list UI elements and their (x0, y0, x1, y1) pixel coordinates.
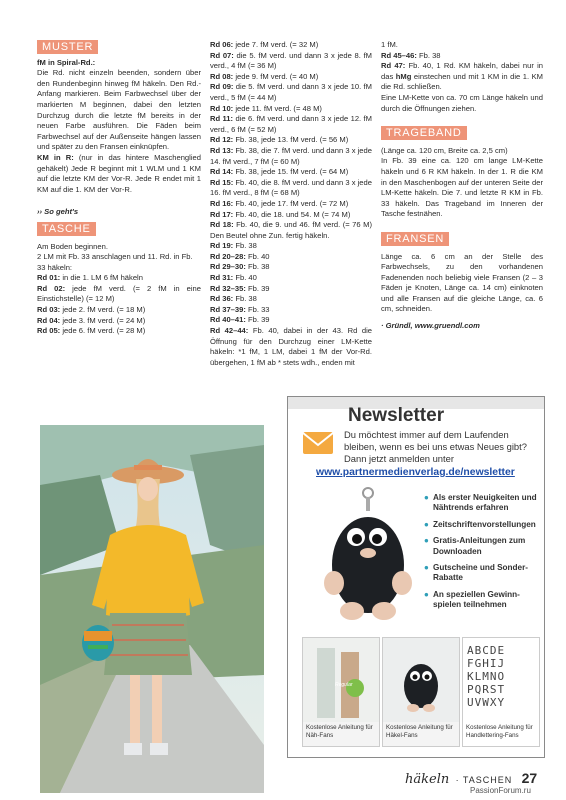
round-line: Rd 07: die 5. fM verd. und dann 3 x jede 8. fM verd., 4 fM (= 36 M) (210, 50, 373, 71)
round-line: Rd 09: die 5. fM verd. und dann 3 x jede 10. fM verd., 5 fM (= 44 M) (210, 82, 372, 102)
amigurumi-photo (312, 485, 416, 625)
muster-term: fM in Spiral-Rd.: (37, 57, 96, 67)
bullet-icon: ● (424, 493, 429, 502)
bullet-icon: ● (424, 589, 429, 599)
round-line: Rd 12: Fb. 38, jede 13. fM verd. (= 56 M) (210, 135, 349, 145)
round-line: Rd 06: jede 7. fM verd. (= 32 M) (210, 40, 319, 49)
thumb-caption: Kostenlose Anleitung für Häkel-Fans (386, 724, 453, 739)
trageband-text: In Fb. 39 eine ca. 120 cm lange LM-Kette häkeln und 6 R KM häkeln. In der 1. R die KM in den Maschenbogen auf der unteren Seite der LM-Kette häkeln. Die 7. und letzte R KM in Fb. 33 häkeln. Das Trageband im Inneren der Tasche festnähen. (381, 156, 543, 219)
round-line: Rd 11: die 6. fM verd. und dann 3 x jede 12. fM verd., 6 fM (= 52 M) (210, 114, 372, 134)
tasche-line: 2 LM mit Fb. 33 anschlagen und 11. Rd. in Fb. 33 häkeln: (37, 252, 193, 272)
round-line: Rd 42–44: Fb. 40, dabei in der 43. Rd die Öffnung für den Durchzug einer LM-Kette häkeln: *1 fM, 1 LM, dabei 1 fM der Vor-Rd. übergehen, 1 fM ab * stets wdh., enden mit (210, 326, 372, 367)
lm-kette: Eine LM-Kette von ca. 70 cm Länge häkeln und durch die Öffnungen ziehen. (381, 92, 543, 113)
round-45: Rd 45–46: Fb. 38 (381, 50, 441, 60)
round-line: Rd 36: Fb. 38 (210, 294, 257, 304)
thumb-haekeln[interactable] (382, 637, 460, 747)
thumb-caption: Kostenlose Anleitung für Näh-Fans (306, 724, 373, 739)
left-column (37, 40, 201, 337)
bullet-item: ● Gutscheine und Sonder-Rabatte (424, 563, 529, 583)
trageband-size: (Länge ca. 120 cm, Breite ca. 2,5 cm) (381, 145, 508, 155)
newsletter-box (287, 396, 545, 758)
tasche-line: Rd 02: jede fM verd. (= 2 fM in eine Einstichstelle) (= 12 M) (37, 283, 201, 304)
muster-text: Die Rd. nicht einzeln beenden, sondern über den Rundenbeginn hinweg fM häkeln. Den Rd.-Anfang markieren. Beim Farbwechsel über der markierten M beginnen, dabei den letzten Durchzug durch die letzte fM bereits in der neuen Farbe ausführen. Die Fäden beim Farbwechsel auf der Außenseite hängen lassen und später zu den Fransen einknüpfen. (37, 68, 201, 152)
tasche-line: Rd 01: in die 1. LM 6 fM häkeln (37, 273, 143, 283)
tasche-line: Am Boden beginnen. (37, 241, 108, 251)
newsletter-url[interactable]: www.partnermedienverlag.de/newsletter (316, 467, 515, 478)
thumb-lettering[interactable] (462, 637, 540, 747)
round-line: Rd 31: Fb. 40 (210, 273, 257, 283)
trageband-heading: TRAGEBAND (381, 126, 467, 140)
round-line: Rd 10: jede 11. fM verd. (= 48 M) (210, 103, 322, 113)
newsletter-bullets (424, 493, 540, 611)
page-number: 27 (521, 770, 538, 786)
bullet-icon: ● (424, 519, 429, 529)
round-line: Rd 15: Fb. 40, die 8. fM verd. und dann 3 x jede 16. fM verd., 8 fM (= 68 M) (210, 177, 372, 198)
photo-illustration (40, 425, 264, 793)
bullet-icon: ● (424, 536, 429, 546)
credit: · Gründl, www.gruendl.com (381, 321, 480, 331)
watermark: PassionForum.ru (470, 786, 531, 795)
round-line: Rd 14: Fb. 38, jede 15. fM verd. (= 64 M) (210, 167, 349, 177)
round-line: Rd 16: Fb. 40, jede 17. fM verd. (= 72 M) (210, 198, 349, 208)
bullet-item: ● Zeitschriftenvorstellungen (424, 519, 536, 529)
middle-column (210, 40, 372, 368)
round-line: Rd 32–35: Fb. 39 (210, 283, 270, 293)
round-line: Rd 40–41: Fb. 39 (210, 315, 270, 325)
model-photo (40, 425, 264, 793)
newsletter-intro: Du möchtest immer auf dem Laufenden bleiben, wenn es bei uns etwas Neues gibt? Dann jetzt anmelden unter (344, 429, 527, 464)
round-line: Rd 18: Fb. 40, die 9. und 46. fM verd. (= 76 M) Den Beutel ohne Zun. fertig häkeln. (210, 220, 372, 240)
tasche-line: Rd 05: jede 6. fM verd. (= 28 M) (37, 326, 146, 336)
round-line: Rd 17: Fb. 40, die 18. und 54. M (= 74 M) (210, 209, 351, 219)
round-tail: 1 fM. (381, 40, 398, 49)
footer-brand: häkeln (405, 772, 450, 787)
page-footer (405, 770, 537, 787)
fransen-heading: FRANSEN (381, 232, 449, 246)
so-gehts: ›› So geht's (37, 207, 79, 217)
thumb-naehen[interactable] (302, 637, 380, 747)
bullet-item: ● Gratis-Anleitungen zum Downloaden (424, 536, 526, 556)
round-line: Rd 37–39: Fb. 33 (210, 304, 270, 314)
round-line: Rd 20–28: Fb. 40 (210, 251, 270, 261)
right-column (381, 40, 543, 332)
thumb-caption: Kostenlose Anleitung für Handlettering-Fans (466, 724, 533, 739)
tasche-line: Rd 03: jede 2. fM verd. (= 18 M) (37, 305, 146, 315)
bullet-icon: ● (424, 563, 429, 573)
bullet-item: ● An speziellen Gewinn-spielen teilnehmen (424, 589, 520, 610)
newsletter-title: Newsletter (348, 405, 445, 426)
fransen-text: Länge ca. 6 cm an der Stelle des Farbwechsels, zu den vorhandenen Fadenenden noch beliebig viele Fransen (2 – 3 Fäden je Knoten, Länge ca. 14 cm) einknoten und alle Fransen auf die gleiche Länge, ca. 6 cm, schneiden. (381, 251, 543, 314)
lettering-sample: ABCDE FGHIJ KLMNO PQRST UVWXY (467, 644, 506, 709)
round-line: Rd 29–30: Fb. 38 (210, 262, 270, 272)
bullet-item: ● Als erster Neuigkeiten und Nähtrends erfahren (424, 493, 537, 513)
round-47: Rd 47: Fb. 40, 1 Rd. KM häkeln, dabei nur in das hMg einstechen und mit 1 KM in die 1. KM die Rd. schließen. (381, 61, 543, 92)
thumb-tag: Regular (335, 682, 353, 688)
rounds-list (210, 40, 372, 368)
tasche-line: Rd 04: jede 3. fM verd. (= 24 M) (37, 315, 146, 325)
footer-section: · TASCHEN (455, 775, 513, 785)
tasche-heading: TASCHE (37, 222, 96, 236)
km-text: KM in R: (nur in das hintere Maschenglied gehäkelt) Jede R beginnt mit 1 WLM und 1 KM auf die letzte KM der Vor-R. Jede R endet mit 1 KM auf die 1. KM der Vor-R. (37, 152, 201, 194)
mail-icon (302, 431, 334, 455)
round-line: Rd 19: Fb. 38 (210, 241, 257, 251)
muster-heading: MUSTER (37, 40, 98, 54)
round-line: Rd 08: jede 9. fM verd. (= 40 M) (210, 71, 319, 81)
round-line: Rd 13: Fb. 38, die 7. fM verd. und dann 3 x jede 14. fM verd., 7 fM (= 60 M) (210, 145, 372, 166)
